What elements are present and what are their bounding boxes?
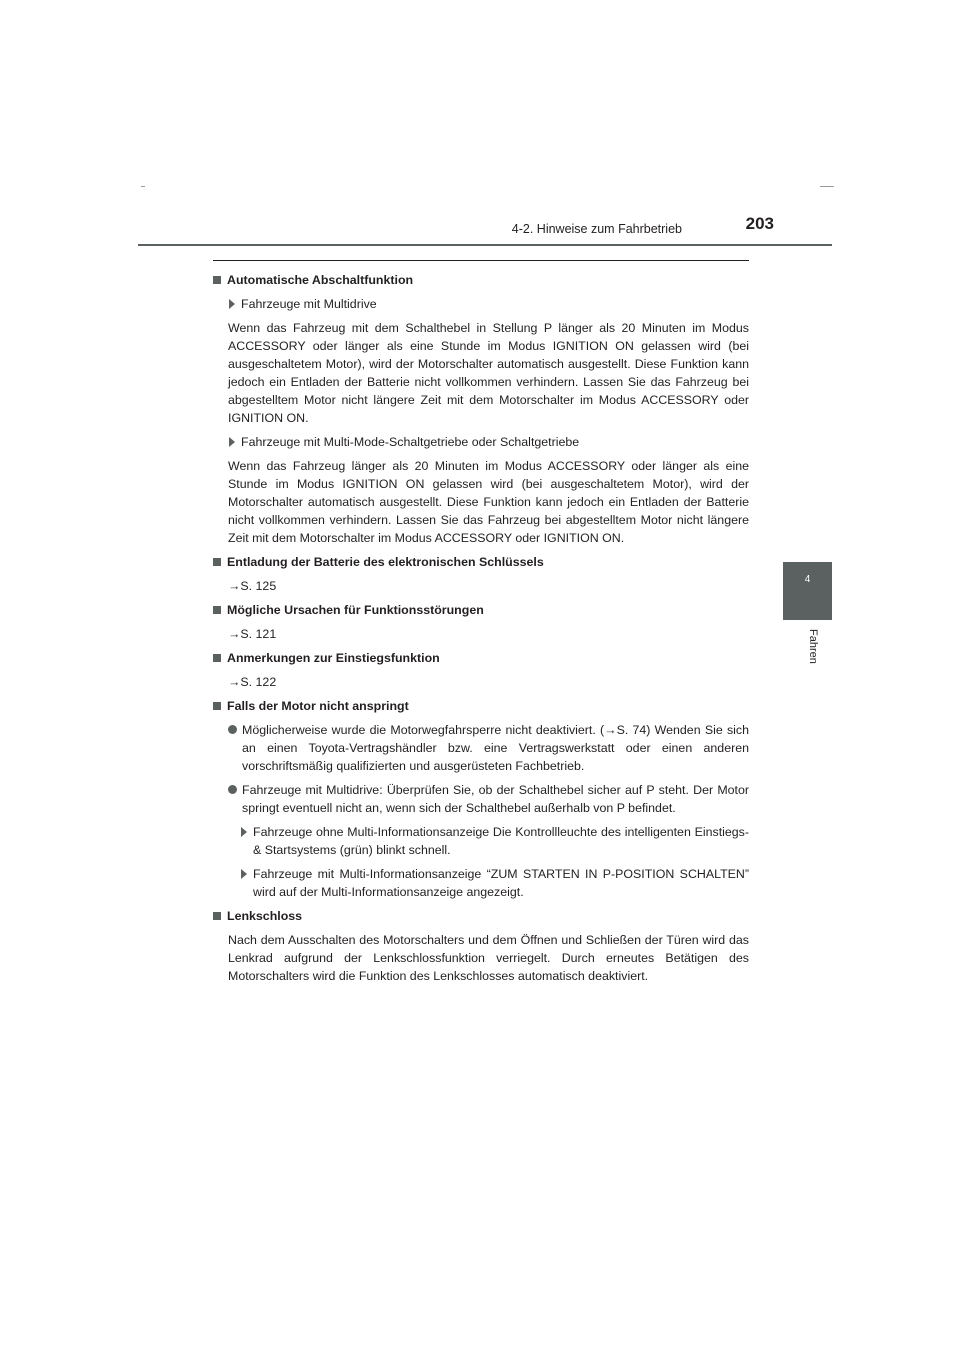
page-reference: →S. 125 <box>228 579 277 593</box>
page-header <box>138 214 832 246</box>
square-bullet-icon <box>213 276 221 284</box>
bullet-item: Fahrzeuge mit Multidrive: Überprüfen Sie, ob der Schalthebel sicher auf P steht. Der Motor springt eventuell nicht an, wenn sich der Schalthebel außerhalb von P befindet. <box>228 781 749 817</box>
crop-mark-left <box>141 186 145 187</box>
bullet-item: Möglicherweise wurde die Motorwegfahrsperre nicht deaktiviert. (→S. 74) Wenden Sie sich an einen Toyota-Vertragshändler bzw. eine Vertragswerkstatt oder einen anderen vorschriftsmäßig qualifizierten und ausgerüsteten Fachbetrieb. <box>228 721 749 775</box>
chapter-label-box <box>783 625 832 675</box>
page-number: 203 <box>745 214 774 233</box>
square-bullet-icon <box>213 654 221 662</box>
paragraph: Wenn das Fahrzeug mit dem Schalthebel in Stellung P länger als 20 Minuten im Modus ACCESSORY oder länger als eine Stunde im Modus IGNITION ON gelassen wird (bei ausgeschaltetem Motor), wird der Motorschalter automatisch ausgestellt. Diese Funktion kann jedoch ein Entladen der Batterie nicht vollkommen verhindern. Lassen Sie das Fahrzeug bei abgestelltem Motor nicht längere Zeit mit dem Motorschalter im Modus ACCESSORY oder IGNITION ON. <box>228 321 749 425</box>
triangle-marker-icon <box>240 865 249 901</box>
nested-item: Fahrzeuge ohne Multi-Informationsanzeige Die Kontrollleuchte des intelligenten Einstiegs- & Startsystems (grün) blinkt schnell. <box>240 823 749 859</box>
square-bullet-icon <box>213 558 221 566</box>
page-reference: →S. 122 <box>228 675 277 689</box>
chapter-label: Fahren <box>807 629 819 664</box>
content-top-rule <box>213 260 749 261</box>
section-heading: Mögliche Ursachen für Funktionsstörungen <box>213 601 749 619</box>
crop-mark-right <box>820 186 834 187</box>
section-heading: Anmerkungen zur Einstiegsfunktion <box>213 649 749 667</box>
header-rule <box>138 244 832 246</box>
page-reference: →S. 121 <box>228 627 277 641</box>
nested-item: Fahrzeuge mit Multi-Informationsanzeige “ZUM STARTEN IN P-POSITION SCHALTEN” wird auf der Multi-Informationsanzeige angezeigt. <box>240 865 749 901</box>
section-heading: Lenkschloss <box>213 907 749 925</box>
section-heading: Automatische Abschaltfunktion <box>213 271 749 289</box>
section-heading: Entladung der Batterie des elektronischen Schlüssels <box>213 553 749 571</box>
chapter-tab <box>783 562 832 620</box>
round-bullet-icon <box>228 785 237 794</box>
square-bullet-icon <box>213 606 221 614</box>
square-bullet-icon <box>213 912 221 920</box>
triangle-marker-icon <box>228 433 237 451</box>
section-heading: Falls der Motor nicht anspringt <box>213 697 749 715</box>
subheading: Fahrzeuge mit Multidrive <box>228 295 749 313</box>
square-bullet-icon <box>213 702 221 710</box>
triangle-marker-icon <box>228 295 237 313</box>
triangle-marker-icon <box>240 823 249 859</box>
header-section-title: 4-2. Hinweise zum Fahrbetrieb <box>511 222 682 236</box>
chapter-number: 4 <box>804 574 811 585</box>
paragraph: Wenn das Fahrzeug länger als 20 Minuten im Modus ACCESSORY oder länger als eine Stunde im Modus IGNITION ON gelassen wird (bei ausgeschaltetem Motor), wird der Motorschalter automatisch ausgestellt. Diese Funktion kann jedoch ein Entladen der Batterie nicht vollkommen verhindern. Lassen Sie das Fahrzeug bei abgestelltem Motor nicht längere Zeit mit dem Motorschalter im Modus ACCESSORY oder IGNITION ON. <box>228 459 749 545</box>
paragraph: Nach dem Ausschalten des Motorschalters und dem Öffnen und Schließen der Türen wird das Lenkrad aufgrund der Lenkschlossfunktion verriegelt. Durch erneutes Betätigen des Motorschalters wird die Funktion des Lenkschlosses automatisch deaktiviert. <box>228 933 749 983</box>
subheading: Fahrzeuge mit Multi-Mode-Schaltgetriebe oder Schaltgetriebe <box>228 433 749 451</box>
main-content <box>213 260 749 991</box>
round-bullet-icon <box>228 725 237 734</box>
